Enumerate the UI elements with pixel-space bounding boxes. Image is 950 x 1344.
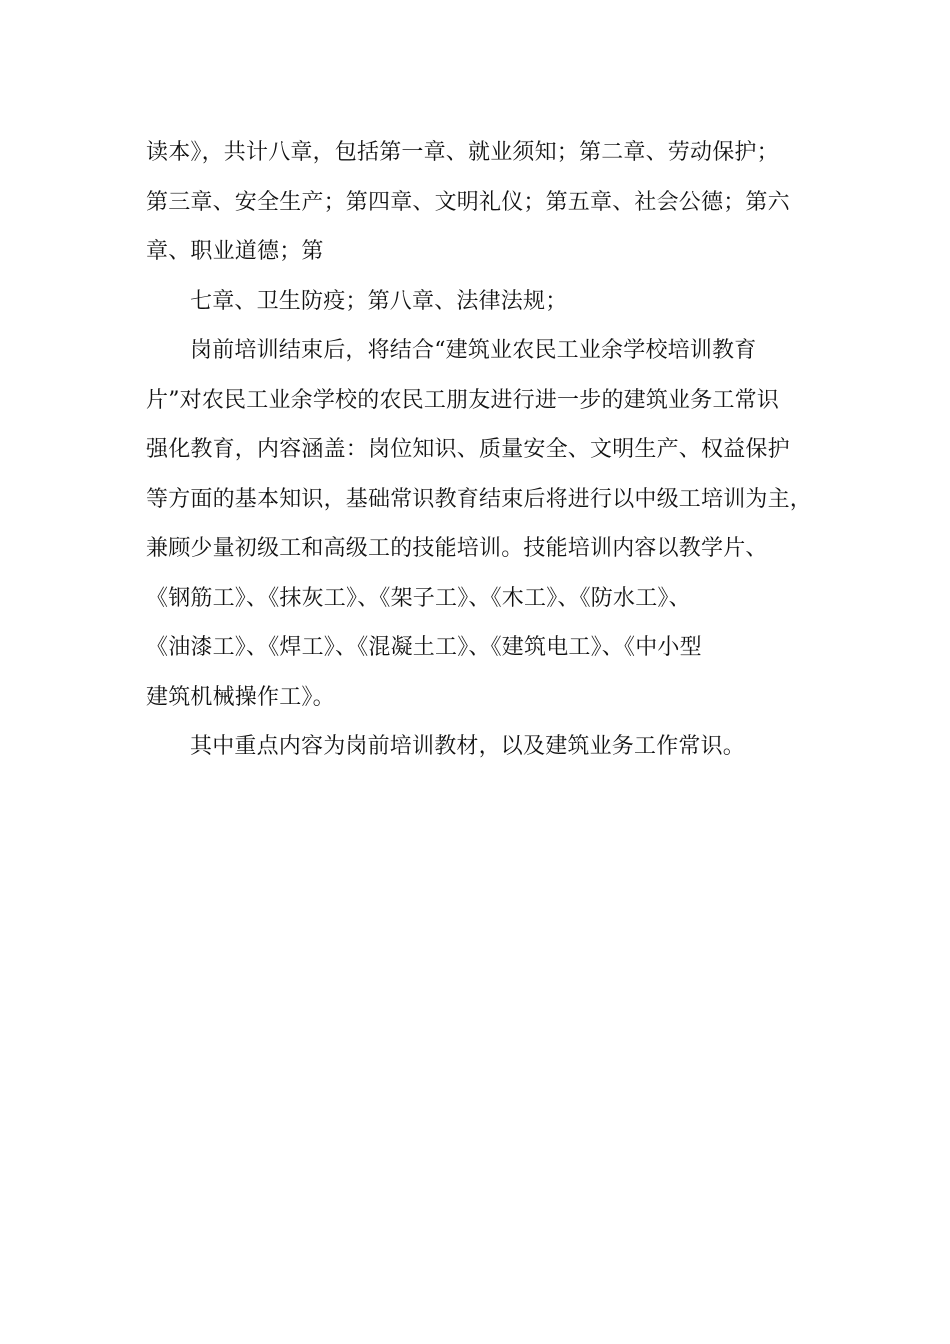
- paragraph-start-line: 其中重点内容为岗前培训教材，以及建筑业务工作常识。: [190, 734, 746, 759]
- text-line: 兼顾少量初级工和高级工的技能培训。技能培训内容以教学片、: [146, 536, 768, 561]
- text-line: 《油漆工》、《焊工》、《混凝土工》、《建筑电工》、《中小型: [146, 635, 702, 660]
- text-line: 七章、卫生防疫；第八章、法律法规；: [190, 288, 568, 314]
- text-line: 读本》，共计八章，包括第一章、就业须知；第二章、劳动保护；: [146, 140, 779, 165]
- text-line: 片”对农民工业余学校的农民工朋友进行进一步的建筑业务工常识: [146, 387, 780, 413]
- text-line: 《钢筋工》、《抹灰工》、《架子工》、《木工》、《防水工》、: [146, 585, 691, 611]
- text-line: 建筑机械操作工》。: [146, 684, 335, 710]
- text-line: 章、职业道德；第: [146, 239, 324, 264]
- document-body: [146, 128, 826, 772]
- text-line: 等方面的基本知识，基础常识教育结束后将进行以中级工培训为主，: [146, 486, 813, 512]
- text-line: 第三章、安全生产；第四章、文明礼仪；第五章、社会公德；第六: [146, 189, 790, 215]
- text-line: 强化教育，内容涵盖：岗位知识、质量安全、文明生产、权益保护: [146, 437, 790, 462]
- paragraph-start-line: 岗前培训结束后，将结合“建筑业农民工业余学校培训教育: [190, 338, 757, 363]
